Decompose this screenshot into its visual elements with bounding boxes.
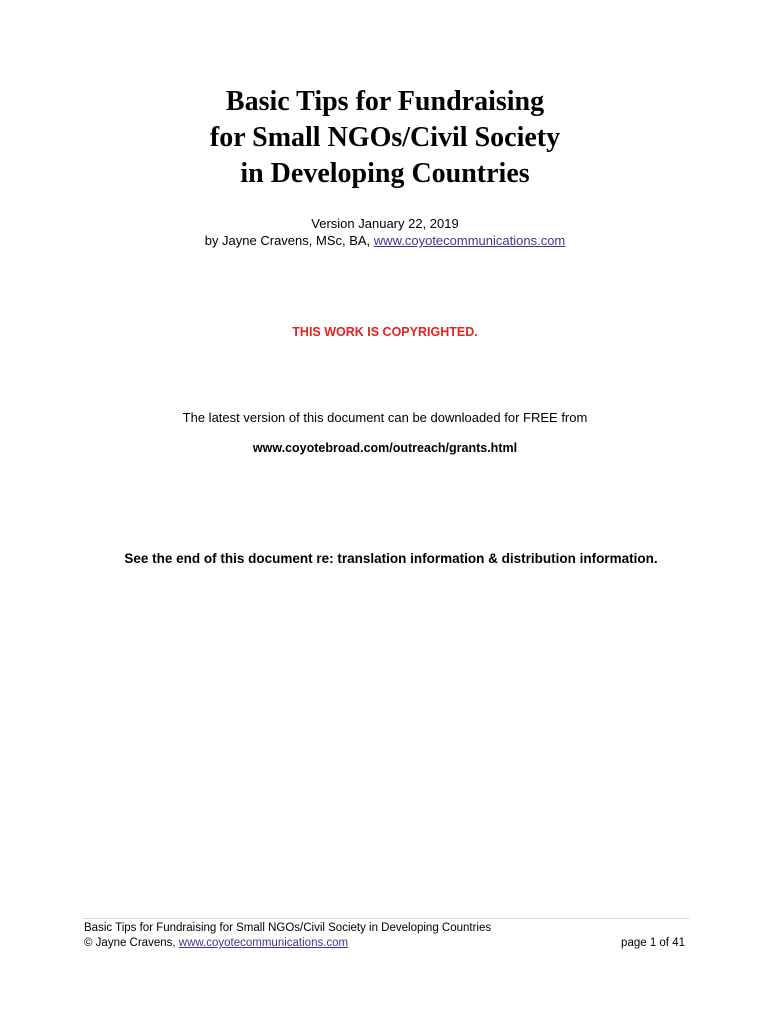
page-number: page 1 of 41: [621, 937, 685, 949]
latest-version-url: www.coyotebroad.com/outreach/grants.html: [252, 441, 518, 455]
byline: [0, 232, 770, 249]
document-title: [0, 84, 770, 192]
version-date: Version January 22, 2019: [311, 216, 459, 231]
copyright-notice: THIS WORK IS COPYRIGHTED.: [292, 325, 478, 339]
translation-distribution-note: See the end of this document re: translation information & distribution information.: [124, 551, 658, 566]
version-block: [0, 215, 770, 249]
title-line-3: in Developing Countries: [240, 158, 530, 189]
footer-title: Basic Tips for Fundraising for Small NGOs/Civil Society in Developing Countries: [84, 922, 492, 934]
byline-text: by Jayne Cravens, MSc, BA,: [204, 233, 374, 248]
author-website-link[interactable]: www.coyotecommunications.com: [373, 233, 566, 248]
footer-divider: [83, 918, 689, 919]
title-line-1: Basic Tips for Fundraising: [225, 86, 545, 117]
footer-copyright: [84, 937, 348, 949]
latest-version-text: The latest version of this document can be downloaded for FREE from: [182, 410, 588, 425]
title-line-2: for Small NGOs/Civil Society: [209, 122, 561, 153]
footer-website-link[interactable]: www.coyotecommunications.com: [178, 937, 349, 949]
footer-copyright-text: © Jayne Cravens,: [84, 937, 179, 949]
